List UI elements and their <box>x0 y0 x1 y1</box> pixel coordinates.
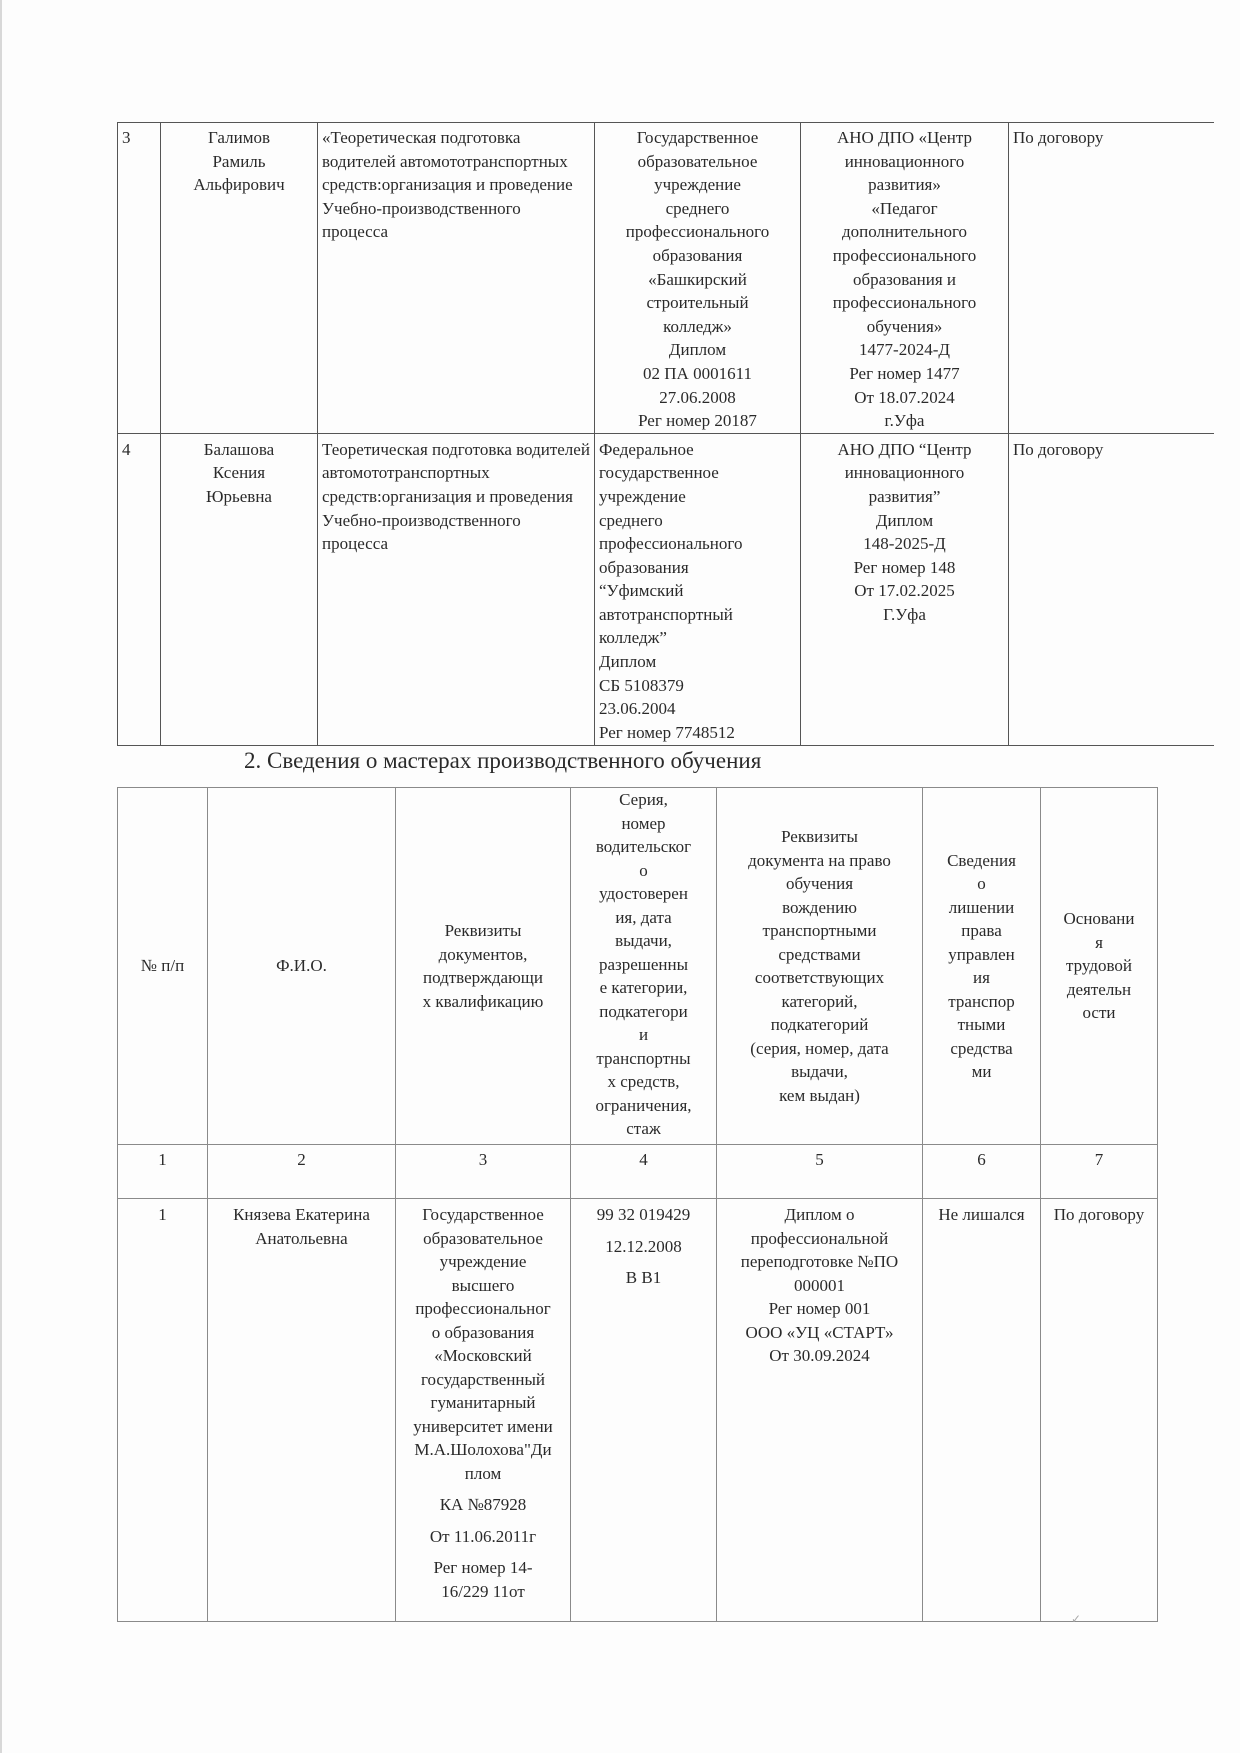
column-number: 5 <box>717 1145 923 1199</box>
master-name: Князева Екатерина Анатольевна <box>208 1199 396 1622</box>
table-header-row <box>118 788 1158 1145</box>
teacher-employment-basis: По договору <box>1009 433 1214 745</box>
masters-table <box>117 787 1158 1622</box>
table-row <box>118 123 1214 434</box>
teacher-employment-basis: По договору <box>1009 123 1214 434</box>
teacher-education: Федеральное государственное учреждение среднего профессионального образования “Уфимский автотранспортный колледж” Диплом СБ 5108379 23.06.2004 Рег номер 7748512 <box>595 433 801 745</box>
column-number: 7 <box>1041 1145 1158 1199</box>
license-number: 99 32 019429 <box>596 1205 691 1224</box>
teacher-name: Балашова Ксения Юрьевна <box>161 433 318 745</box>
qualification-date: От 11.06.2011г <box>429 1526 537 1546</box>
teacher-additional-education: АНО ДПО “Центр инновационного развития” Диплом 148-2025-Д Рег номер 148 От 17.02.2025 Г.Уфа <box>801 433 1009 745</box>
master-driver-license <box>571 1199 717 1622</box>
column-number: 1 <box>118 1145 208 1199</box>
header-training-right: Реквизиты документа на право обучения вождению транспортными средствами соответствующих категорий, подкатегорий (серия, номер, дата выдачи, кем выдан) <box>717 788 923 1145</box>
scan-page-edge <box>0 0 2 1753</box>
table-row <box>118 1199 1158 1622</box>
row-number: 3 <box>118 123 161 434</box>
row-number: 1 <box>118 1199 208 1622</box>
header-employment-basis: Основани я трудовой деятельн ости <box>1041 788 1158 1145</box>
master-deprivation: Не лишался <box>923 1199 1041 1622</box>
row-number: 4 <box>118 433 161 745</box>
column-number: 3 <box>396 1145 571 1199</box>
teacher-program: Теоретическая подготовка водителей автомототранспортных средств:организация и проведения Учебно-производственного процесса <box>318 433 595 745</box>
teacher-program: «Теоретическая подготовка водителей автомототранспортных средств:организация и проведение Учебно-производственного процесса <box>318 123 595 434</box>
teacher-education: Государственное образовательное учреждение среднего профессионального образования «Башкирский строительный колледж» Диплом 02 ПА 0001611 27.06.2008 Рег номер 20187 <box>595 123 801 434</box>
column-numbers-row <box>118 1145 1158 1199</box>
master-training-right: Диплом о профессиональной переподготовке №ПО 000001 Рег номер 001 ООО «УЦ «СТАРТ» От 30.09.2024 <box>717 1199 923 1622</box>
header-qualification: Реквизиты документов, подтверждающи х квалификацию <box>396 788 571 1145</box>
table-row <box>118 433 1214 745</box>
qualification-reg-number: Рег номер 14- 16/229 11от <box>433 1558 533 1601</box>
teachers-table <box>117 122 1214 746</box>
header-deprivation: Сведения о лишении права управлен ия транспор тными средства ми <box>923 788 1041 1145</box>
license-date: 12.12.2008 <box>605 1236 682 1256</box>
qualification-text: Государственное образовательное учреждение высшего профессиональног о образования «Московский государственный гуманитарный университет имени М.А.Шолохова"Ди плом <box>413 1205 553 1483</box>
header-driver-license: Серия, номер водительског о удостоверен ия, дата выдачи, разрешенны е категории, подкатегори и транспортны х средств, ограничения, стаж <box>571 788 717 1145</box>
section-heading: 2. Сведения о мастерах производственного обучения <box>244 748 762 773</box>
license-categories: В В1 <box>625 1268 662 1287</box>
teacher-additional-education: АНО ДПО «Центр инновационного развития» «Педагог дополнительного профессионального образования и профессионального обучения» 1477-2024-Д Рег номер 1477 От 18.07.2024 г.Уфа <box>801 123 1009 434</box>
header-name: Ф.И.О. <box>208 788 396 1145</box>
master-qualification <box>396 1199 571 1622</box>
column-number: 4 <box>571 1145 717 1199</box>
scan-mark-icon: ✓ <box>1071 1612 1082 1626</box>
teacher-name: Галимов Рамиль Альфирович <box>161 123 318 434</box>
column-number: 6 <box>923 1145 1041 1199</box>
header-number: № п/п <box>118 788 208 1145</box>
qualification-number: КА №87928 <box>439 1495 527 1514</box>
master-employment-basis: По договору <box>1041 1199 1158 1622</box>
column-number: 2 <box>208 1145 396 1199</box>
